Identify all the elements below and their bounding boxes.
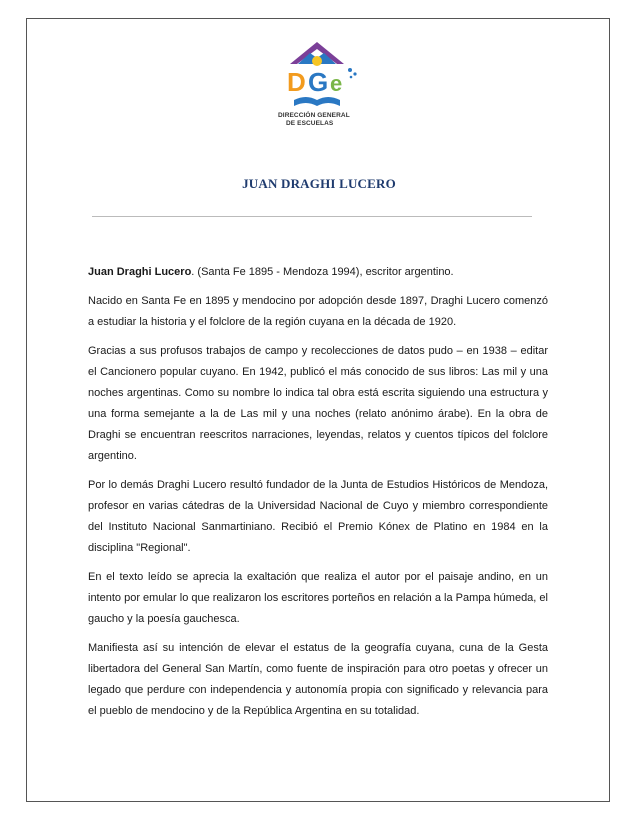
logo-letter-g: G: [308, 67, 329, 97]
logo-book: [294, 97, 340, 106]
logo-sun: [312, 56, 322, 66]
paragraph-intro: [88, 262, 548, 283]
author-name: Juan Draghi Lucero: [88, 266, 192, 278]
logo-letter-d: D: [287, 67, 306, 97]
logo-caption-line2: DE ESCUELAS: [286, 120, 334, 127]
logo-letter-e: e: [330, 71, 343, 96]
logo-caption: [278, 112, 358, 128]
page-title: JUAN DRAGHI LUCERO: [242, 176, 396, 191]
paragraph: Gracias a sus profusos trabajos de campo y recolecciones de datos pudo – en 1938 – editar el Cancionero popular cuyano. En 1942, publicó el más conocido de sus libros: Las mil y una noches argentinas. Como su nombre lo indica tal obra está escrita siguiendo una estructura y una forma semejante a la de Las mil y una noches (relato anónimo árabe). En la obra de Draghi se encuentran reescritos narraciones, leyendas, relatos y cuentos típicos del folclore argentino.: [88, 345, 548, 462]
paragraph: Nacido en Santa Fe en 1895 y mendocino por adopción desde 1897, Draghi Lucero comenzó a estudiar la historia y el folclore de la región cuyana en la década de 1920.: [88, 295, 548, 328]
logo-caption-line1: DIRECCIÓN GENERAL: [278, 112, 350, 119]
body-text: [88, 262, 548, 730]
divider: [92, 216, 532, 217]
paragraph-text: . (Santa Fe 1895 - Mendoza 1994), escritor argentino.: [191, 266, 454, 278]
paragraph: Manifiesta así su intención de elevar el estatus de la geografía cuyana, cuna de la Gesta libertadora del General San Martín, como fuente de inspiración para otro poetas y ofrecer un legado que perdure con independencia y autonomía propia con significado y relevancia para el pueblo de mendocino y de la República Argentina en su totalidad.: [88, 642, 548, 717]
paragraph: Por lo demás Draghi Lucero resultó fundador de la Junta de Estudios Históricos de Mendoza, profesor en varias cátedras de la Universidad Nacional de Cuyo y miembro correspondiente del Instituto Nacional Sanmartiniano. Recibió el Premio Kónex de Platino en 1984 en la disciplina "Regional".: [88, 479, 548, 554]
paragraph: En el texto leído se aprecia la exaltación que realiza el autor por el paisaje andino, en un intento por emular lo que realizaron los escritores porteños en relación a la Pampa húmeda, el gaucho y la poesía gauchesca.: [88, 571, 548, 625]
